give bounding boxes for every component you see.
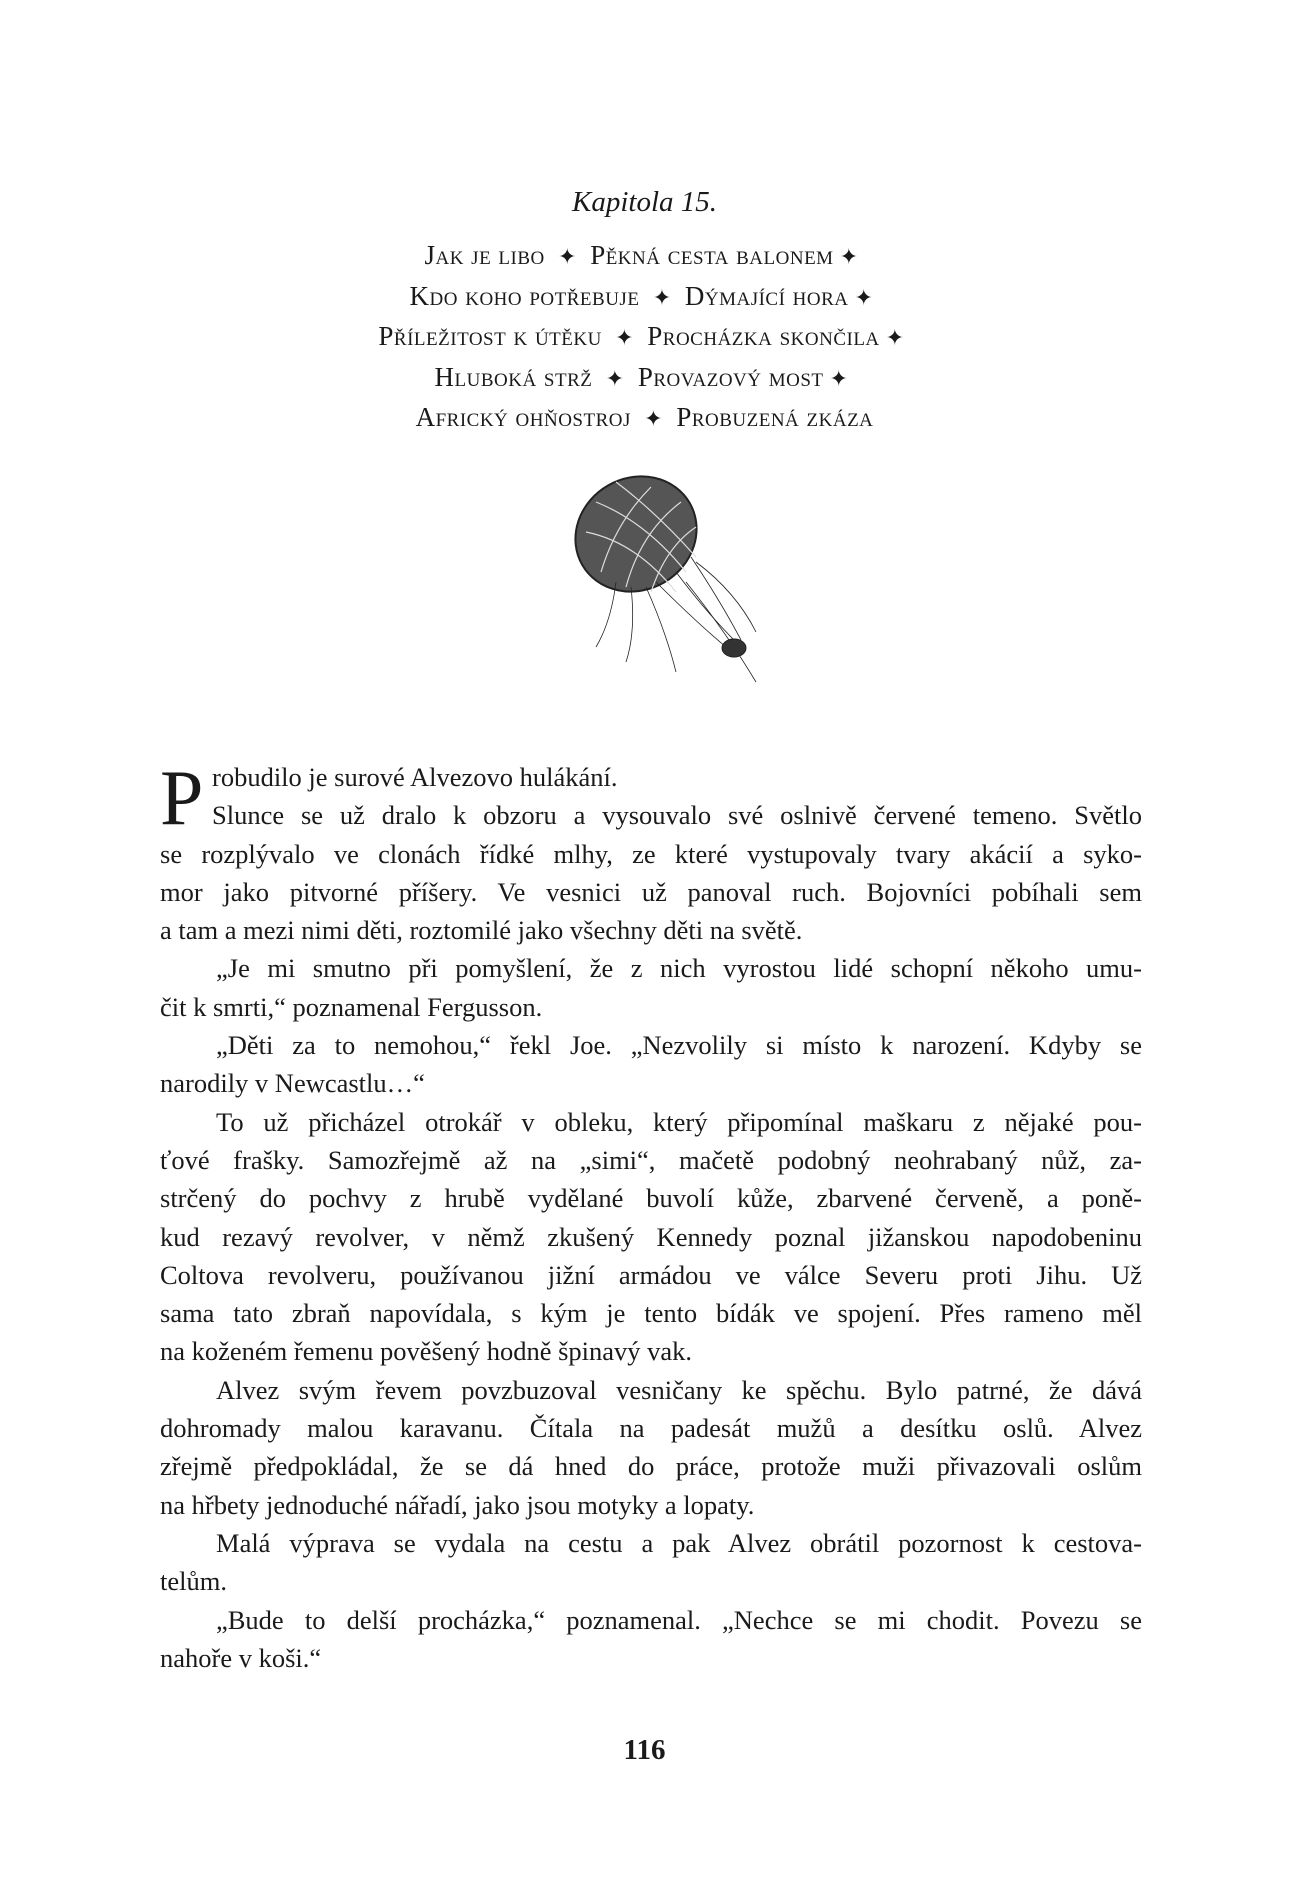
star-separator-icon: ✦ [615, 325, 635, 350]
summary-item: Kdo koho potřebuje [409, 280, 640, 311]
star-separator-icon: ✦ [885, 325, 905, 350]
text-line: „Bude to delší procházka,“ poznamenal. „Nechce se mi chodit. Povezu se [216, 1604, 1142, 1635]
text-line: na hřbety jednoduché nářadí, jako jsou motyky a lopaty. [160, 1489, 755, 1520]
text-line: ťové frašky. Samozřejmě až na „simi“, mačetě podobný neohrabaný nůž, za- [160, 1144, 1142, 1175]
summary-item: Pěkná cesta balonem [590, 240, 834, 270]
text-line: narodily v Newcastlu…“ [160, 1068, 425, 1099]
body-text [160, 754, 1142, 1677]
paragraph [160, 758, 1142, 796]
summary-line [0, 398, 1289, 439]
summary-item: Provazový most [637, 361, 824, 392]
text-line: Slunce se už dralo k obzoru a vysouvalo své oslnivě červené temeno. Světlo [212, 800, 1142, 831]
text-line: zřejmě předpokládal, že se dá hned do práce, protože muži přivazovali oslům [160, 1451, 1142, 1482]
summary-item: Probuzená zkáza [676, 402, 874, 432]
paragraph [160, 949, 1142, 1026]
chapter-number: Kapitola 15. [571, 186, 717, 218]
star-separator-icon: ✦ [652, 284, 672, 310]
text-line: Coltova revolveru, používanou jižní armádou ve válce Severu proti Jihu. Už [160, 1259, 1142, 1290]
star-separator-icon: ✦ [605, 365, 625, 391]
paragraph [160, 1601, 1142, 1678]
text-line: „Děti za to nemohou,“ řekl Joe. „Nezvolily si místo k narození. Kdyby se [216, 1030, 1142, 1061]
text-line: na koženém řemenu pověšený hodně špinavý vak. [160, 1336, 693, 1367]
summary-item: Africký ohňostroj [415, 402, 631, 432]
paragraph [160, 1103, 1142, 1371]
star-separator-icon: ✦ [829, 365, 849, 391]
text-line: čit k smrti,“ poznamenal Fergusson. [160, 991, 543, 1022]
text-line: „Je mi smutno při pomyšlení, že z nich vyrostou lidé schopní někoho umu- [216, 953, 1142, 984]
summary-item: Procházka skončila [647, 321, 880, 351]
summary-line [0, 277, 1289, 318]
star-separator-icon: ✦ [839, 244, 859, 269]
summary-line [0, 317, 1289, 358]
text-line: sama tato zbraň napovídala, s kým je tento bídák ve spojení. Přes rameno měl [160, 1298, 1142, 1329]
text-line: kud rezavý revolver, v němž zkušený Kennedy poznal jižanskou napodobeninu [160, 1221, 1142, 1252]
text-line: To už přicházel otrokář v obleku, který připomínal maškaru z nějaké pou- [216, 1106, 1142, 1137]
paragraph [160, 796, 1142, 949]
paragraph [160, 1026, 1142, 1103]
star-separator-icon: ✦ [644, 406, 664, 431]
text-line: Alvez svým řevem povzbuzoval vesničany ke spěchu. Bylo patrné, že dává [216, 1374, 1142, 1405]
balloon-illustration [556, 462, 786, 687]
summary-line [0, 358, 1289, 399]
summary-item: Dýmající hora [684, 280, 849, 311]
chapter-summary [0, 236, 1289, 439]
text-line: dohromady malou karavanu. Čítala na padesát mužů a desítku oslů. Alvez [160, 1413, 1142, 1444]
summary-item: Hluboká strž [434, 361, 593, 392]
paragraph [160, 1371, 1142, 1524]
star-separator-icon: ✦ [854, 284, 874, 310]
summary-line [0, 236, 1289, 277]
drop-cap: P [160, 754, 204, 841]
text-line: Malá výprava se vydala na cestu a pak Alvez obrátil pozornost k cestova- [216, 1527, 1142, 1558]
paragraph [160, 1524, 1142, 1601]
text-line: se rozplývalo ve clonách řídké mlhy, ze které vystupovaly tvary akácií a syko- [160, 838, 1142, 869]
text-line: a tam a mezi nimi děti, roztomilé jako všechny děti na světě. [160, 915, 803, 946]
summary-item: Příležitost k útěku [378, 321, 602, 351]
page-number: 116 [623, 1734, 666, 1766]
star-separator-icon: ✦ [558, 244, 577, 269]
summary-item: Jak je libo [424, 240, 545, 270]
text-line: telům. [160, 1566, 227, 1597]
text-line: strčený do pochvy z hrubě vydělané buvolí kůže, zbarvené červeně, a poně- [160, 1183, 1142, 1214]
text-line: nahoře v koši.“ [160, 1642, 322, 1673]
text-line: mor jako pitvorné příšery. Ve vesnici už panoval ruch. Bojovníci pobíhali sem [160, 876, 1142, 907]
text-line: robudilo je surové Alvezovo hulákání. [212, 762, 618, 792]
